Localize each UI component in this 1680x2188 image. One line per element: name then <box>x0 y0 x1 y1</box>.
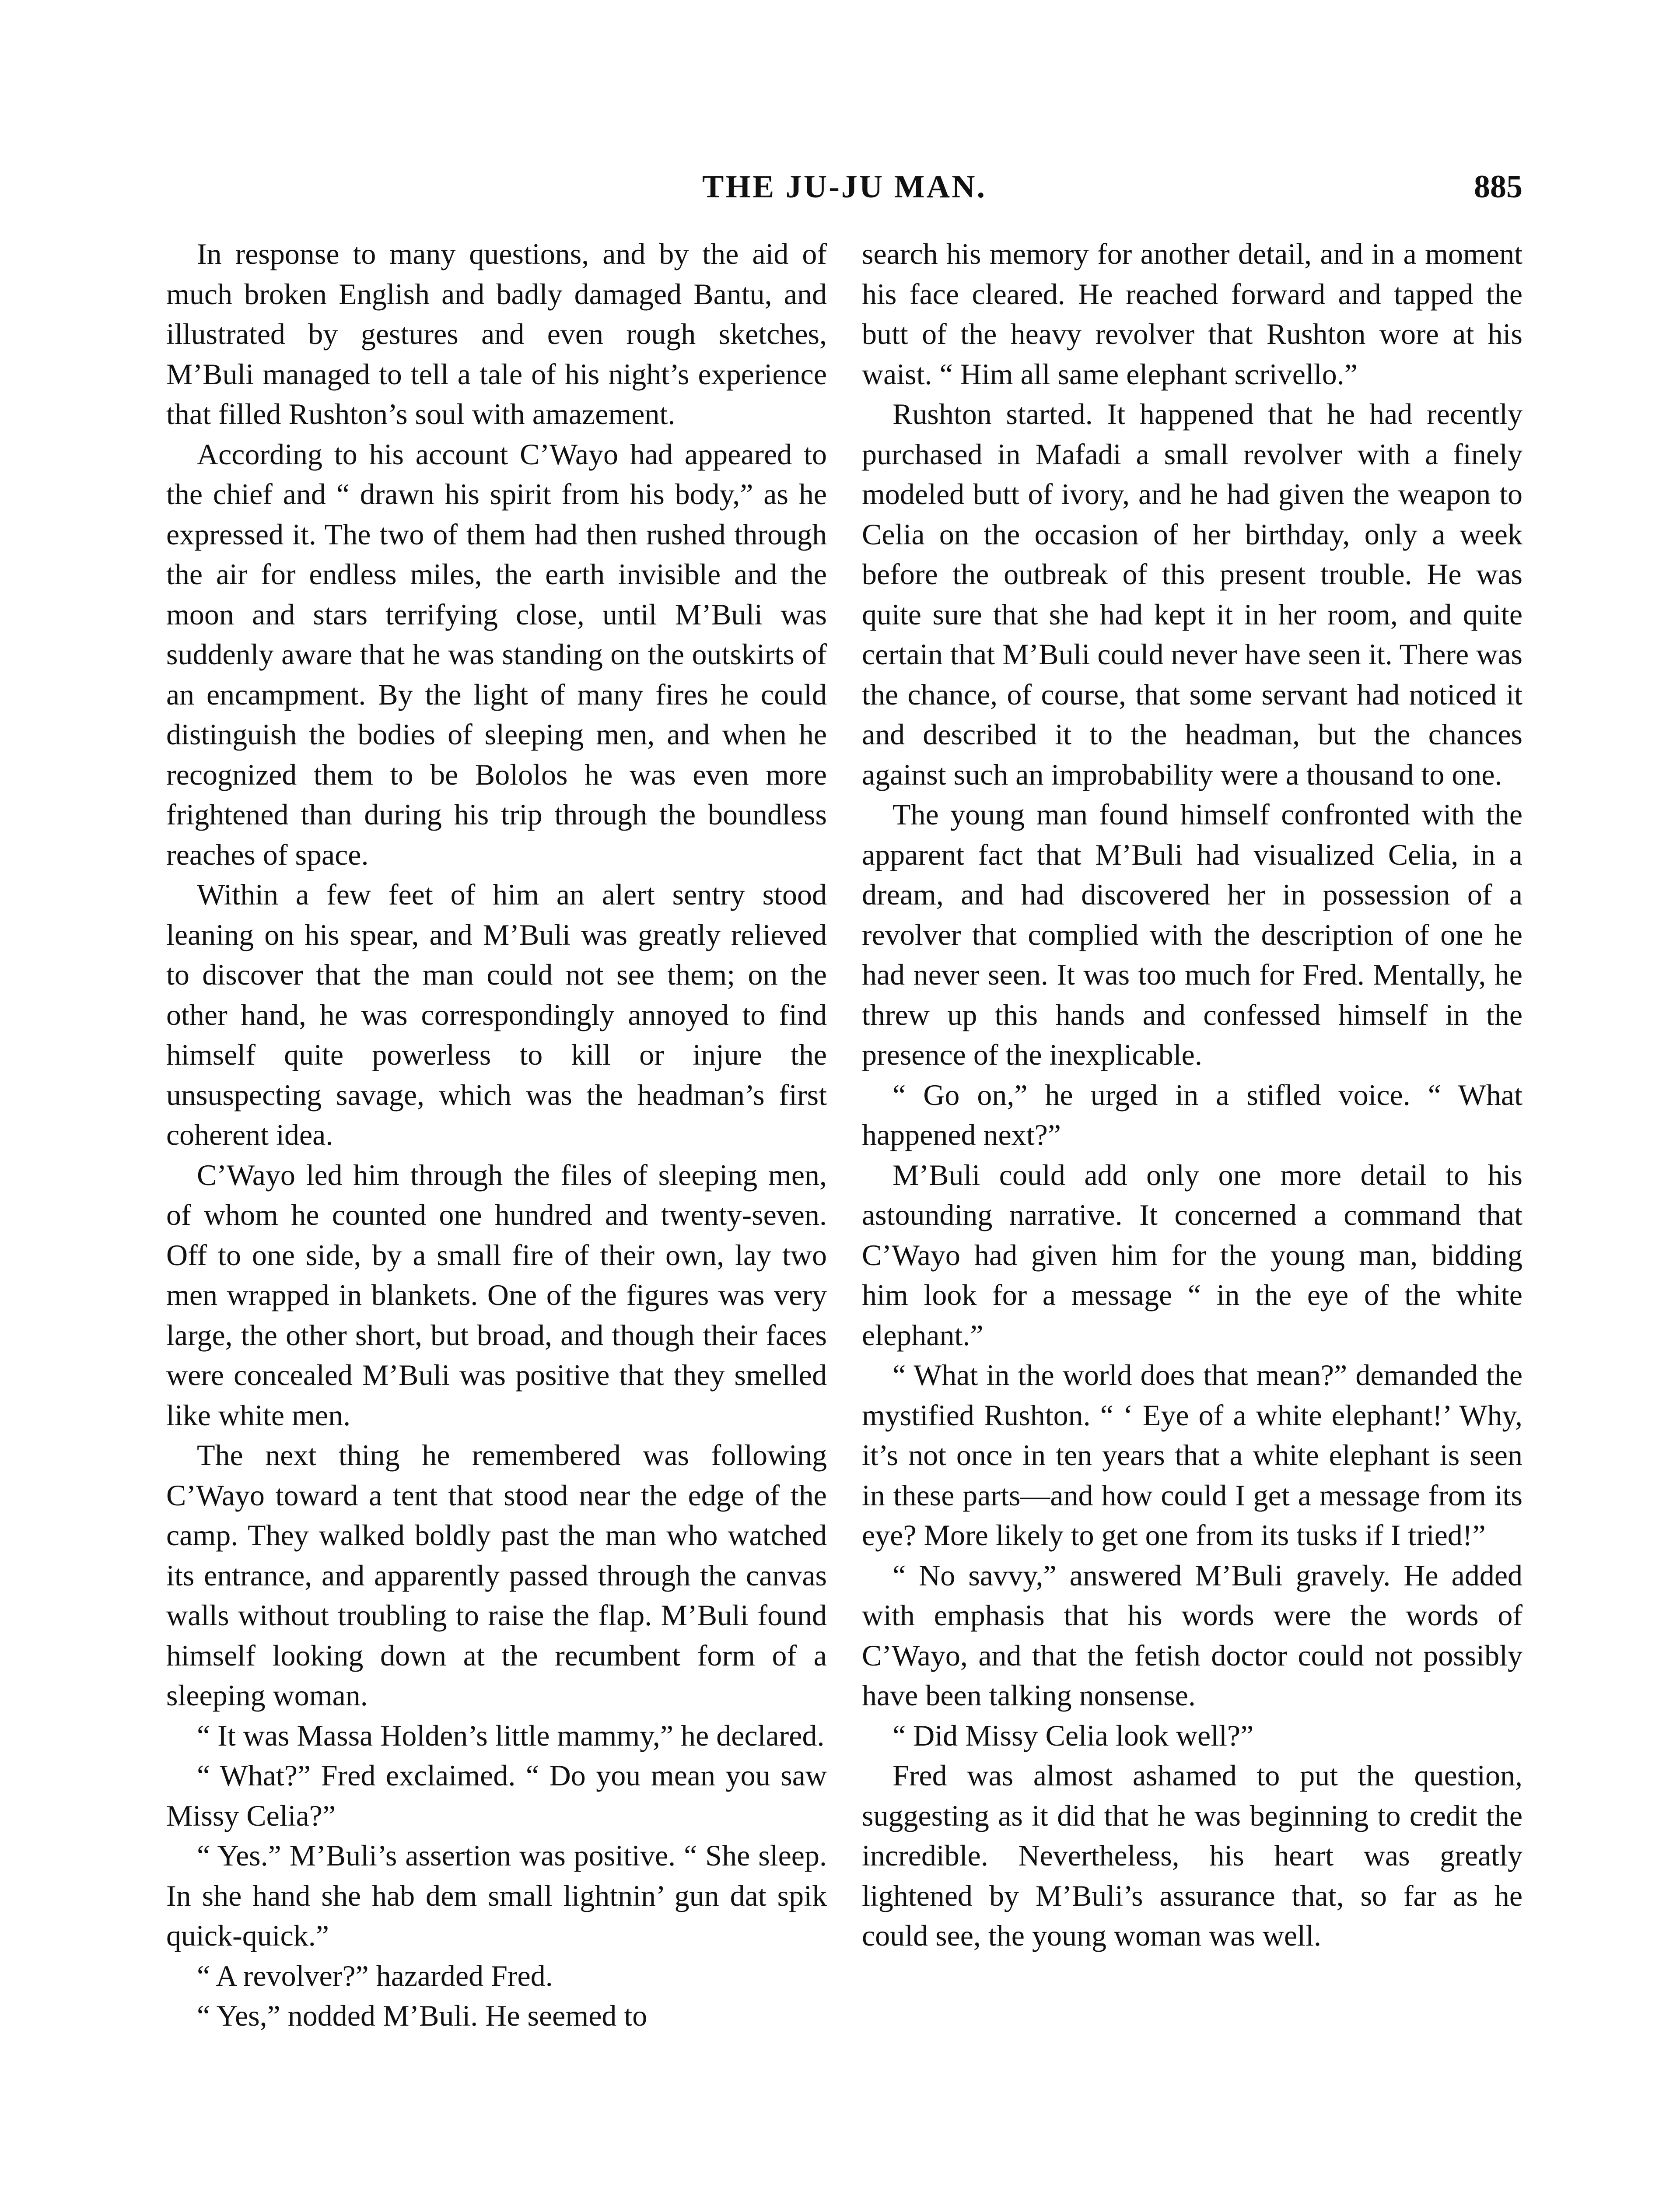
paragraph: search his memory for another detail, and in a moment his face cleared. He reached forward and tapped the butt of the heavy revolver that Rushton wore at his waist. “ Him all same elephant scrivello.” <box>862 237 1522 391</box>
paragraph: “ What in the world does that mean?” demanded the mystified Rushton. “ ‘ Eye of a white elephant!’ Why, it’s not once in ten years that a white elephant is seen in these parts—and how could I get a message from its eye? More likely to get one from its tusks if I tried!” <box>862 1358 1522 1552</box>
paragraph: The next thing he remembered was following C’Wayo toward a tent that stood near the edge of the camp. They walked boldly past the man who watched its entrance, and apparently passed through the canvas walls without troubling to raise the flap. M’Buli found himself looking down at the recumbent form of a sleeping woman. <box>166 1438 827 1712</box>
right-column <box>862 234 1522 1956</box>
paragraph: “ It was Massa Holden’s little mammy,” he declared. <box>197 1718 825 1752</box>
paragraph: “ Go on,” he urged in a stifled voice. “ What happened next?” <box>862 1078 1522 1151</box>
paragraph: C’Wayo led him through the files of sleeping men, of whom he counted one hundred and twenty-seven. Off to one side, by a small fire of their own, lay two men wrapped in blankets. One of the figures was very large, the other short, but broad, and though their faces were concealed M’Buli was positive that they smelled like white men. <box>166 1158 827 1432</box>
page-header <box>166 168 1522 221</box>
paragraph: “ Yes,” nodded M’Buli. He seemed to <box>197 1999 648 2032</box>
page-number: 885 <box>1474 169 1522 205</box>
running-title: THE JU-JU MAN. <box>702 169 987 205</box>
paragraph: The young man found himself confronted with the apparent fact that M’Buli had visualized Celia, in a dream, and had discovered her in possession of a revolver that complied with the description of one he had never seen. It was too much for Fred. Mentally, he threw up this hands and confessed himself in the presence of the inexplicable. <box>862 798 1522 1071</box>
paragraph: “ Did Missy Celia look well?” <box>892 1718 1254 1752</box>
paragraph: “ Yes.” M’Buli’s assertion was positive. “ She sleep. In she hand she hab dem small lightnin’ gun dat spik quick-quick.” <box>166 1839 827 1952</box>
paragraph: According to his account C’Wayo had appeared to the chief and “ drawn his spirit from his body,” as he expressed it. The two of them had then rushed through the air for endless miles, the earth invisible and the moon and stars terrifying close, until M’Buli was suddenly aware that he was standing on the outskirts of an encampment. By the light of many fires he could distinguish the bodies of sleeping men, and when he recognized them to be Bololos he was even more frightened than during his trip through the boundless reaches of space. <box>166 437 827 871</box>
paragraph: “ A revolver?” hazarded Fred. <box>197 1959 553 1992</box>
paragraph: In response to many questions, and by the aid of much broken English and badly damaged Bantu, and illustrated by gestures and even rough sketches, M’Buli managed to tell a tale of his night’s experience that filled Rushton’s soul with amazement. <box>166 237 827 431</box>
paragraph: “ What?” Fred exclaimed. “ Do you mean you saw Missy Celia?” <box>166 1759 827 1832</box>
paragraph: M’Buli could add only one more detail to his astounding narrative. It concerned a command that C’Wayo had given him for the young man, bidding him look for a message “ in the eye of the white elephant.” <box>862 1158 1522 1352</box>
paragraph: “ No savvy,” answered M’Buli gravely. He added with emphasis that his words were the words of C’Wayo, and that the fetish doctor could not possibly have been talking nonsense. <box>862 1558 1522 1712</box>
paragraph: Rushton started. It happened that he had recently purchased in Mafadi a small revolver with a finely modeled butt of ivory, and he had given the weapon to Celia on the occasion of her birthday, only a week before the outbreak of this present trouble. He was quite sure that she had kept it in her room, and quite certain that M’Buli could never have seen it. There was the chance, of course, that some servant had noticed it and described it to the headman, but the chances against such an improbability were a thousand to one. <box>862 397 1522 791</box>
paragraph: Within a few feet of him an alert sentry stood leaning on his spear, and M’Buli was greatly relieved to discover that the man could not see them; on the other hand, he was correspondingly annoyed to find himself quite powerless to kill or injure the unsuspecting savage, which was the headman’s first coherent idea. <box>166 878 827 1151</box>
paragraph: Fred was almost ashamed to put the question, suggesting as it did that he was beginning to credit the incredible. Nevertheless, his heart was greatly lightened by M’Buli’s assurance that, so far as he could see, the young woman was well. <box>862 1759 1522 1952</box>
left-column <box>166 234 827 2036</box>
